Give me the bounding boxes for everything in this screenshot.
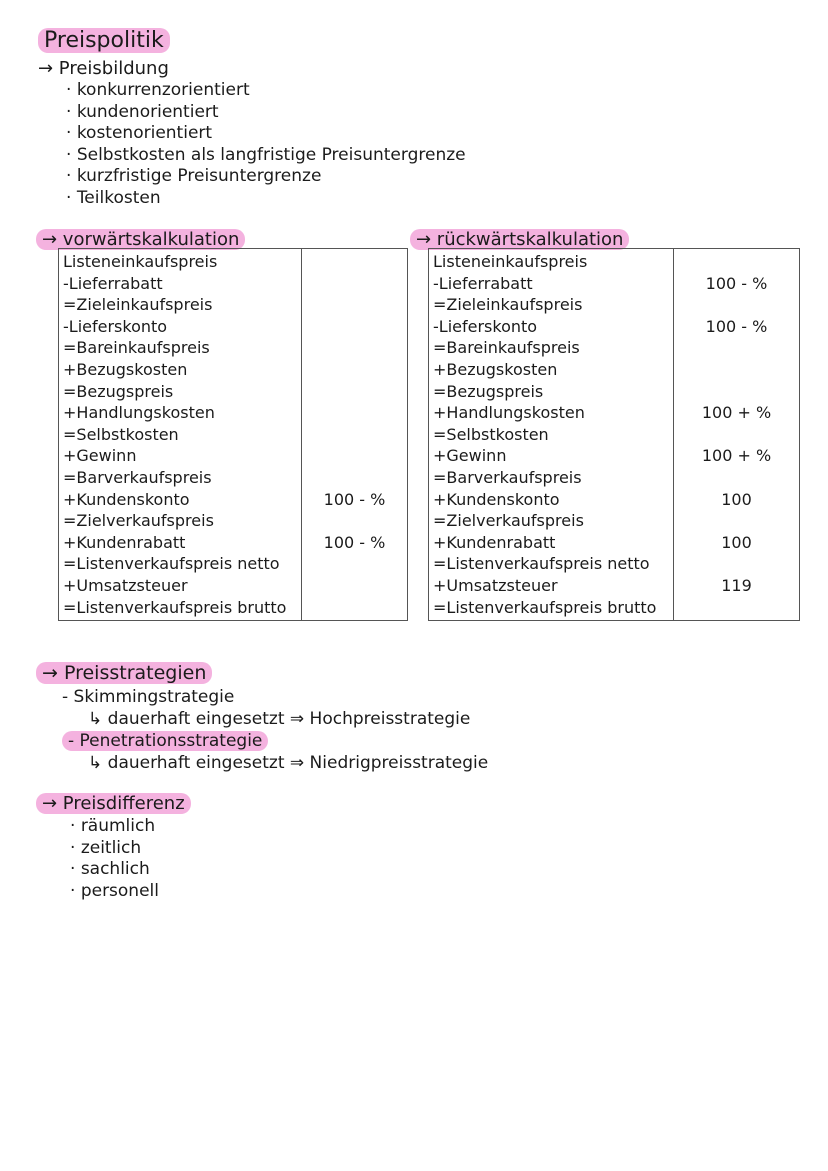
table-row: +Kundenrabatt <box>63 532 186 552</box>
preisstrategien-heading: → Preisstrategien <box>36 662 212 684</box>
skimming-strategy: - Skimmingstrategie <box>62 687 235 707</box>
table-cell <box>306 510 403 532</box>
table-row: +Kundenskonto <box>433 489 560 509</box>
table-cell <box>678 424 795 446</box>
table-cell: 100 - % <box>323 489 386 509</box>
penetration-detail: ↳ dauerhaft eingesetzt ⇒ Niedrigpreisstrategie <box>88 753 489 773</box>
table-row: =Zielverkaufspreis <box>433 511 584 531</box>
rueckwaerts-heading: → rückwärtskalkulation <box>410 229 629 251</box>
table-cell <box>306 273 403 295</box>
table-row: =Listenverkaufspreis brutto <box>433 597 657 617</box>
table-row: +Handlungskosten <box>63 403 215 423</box>
table-row: =Barverkaufspreis <box>63 467 212 487</box>
preisdifferenz-list <box>70 816 159 902</box>
table-cell: 119 <box>721 575 752 595</box>
table-cell <box>678 467 795 489</box>
preisbildung-heading: → Preisbildung <box>38 58 169 79</box>
table-cell <box>678 381 795 403</box>
table-row: =Zieleinkaufspreis <box>63 295 213 315</box>
table-row: =Listenverkaufspreis brutto <box>63 597 287 617</box>
table-row: +Kundenrabatt <box>433 532 556 552</box>
vorwaerts-heading: → vorwärtskalkulation <box>36 229 245 251</box>
table-row: -Lieferskonto <box>63 316 168 336</box>
table-row: Listeneinkaufspreis <box>433 252 588 271</box>
table-row: =Bezugspreis <box>63 381 174 401</box>
table-cell: 100 + % <box>701 446 772 466</box>
table-row: Listeneinkaufspreis <box>63 252 218 271</box>
table-cell: 100 <box>721 532 752 552</box>
table-cell <box>678 294 795 316</box>
table-cell <box>306 597 403 619</box>
table-row: =Zielverkaufspreis <box>63 511 214 531</box>
table-row: =Listenverkaufspreis netto <box>433 554 650 574</box>
table-cell <box>306 467 403 489</box>
table-cell <box>306 337 403 359</box>
table-cell: 100 - % <box>705 316 768 336</box>
table-cell <box>678 510 795 532</box>
table-row: +Handlungskosten <box>433 403 585 423</box>
table-row: =Selbstkosten <box>63 424 179 444</box>
list-item: · Selbstkosten als langfristige Preisuntergrenze <box>66 145 466 167</box>
penetration-strategy: - Penetrationsstrategie <box>62 730 268 752</box>
table-row: =Bareinkaufspreis <box>63 338 210 358</box>
table-cell <box>306 251 403 273</box>
list-item: · personell <box>70 881 159 903</box>
vorwaerts-table <box>58 248 408 621</box>
table-cell <box>306 359 403 381</box>
table-row: +Bezugskosten <box>433 359 558 379</box>
rueckwaerts-rows <box>433 251 669 618</box>
table-row: =Bareinkaufspreis <box>433 338 580 358</box>
list-item: · Teilkosten <box>66 188 466 210</box>
table-cell <box>306 294 403 316</box>
table-row: +Umsatzsteuer <box>63 575 188 595</box>
table-cell <box>678 597 795 619</box>
list-item: · kurzfristige Preisuntergrenze <box>66 166 466 188</box>
table-cell <box>678 553 795 575</box>
table-row: +Gewinn <box>433 446 507 466</box>
vorwaerts-values <box>306 251 403 618</box>
table-cell: 100 - % <box>705 273 768 293</box>
table-cell <box>678 359 795 381</box>
skimming-detail: ↳ dauerhaft eingesetzt ⇒ Hochpreisstrategie <box>88 709 471 729</box>
rueckwaerts-table <box>428 248 800 621</box>
table-cell <box>306 402 403 424</box>
preisbildung-list <box>66 80 466 209</box>
table-row: +Bezugskosten <box>63 359 188 379</box>
list-item: · kostenorientiert <box>66 123 466 145</box>
table-cell: 100 + % <box>701 403 772 423</box>
page-title: Preispolitik <box>38 26 170 56</box>
table-row: -Lieferrabatt <box>63 273 163 293</box>
table-row: +Umsatzsteuer <box>433 575 558 595</box>
table-cell <box>306 381 403 403</box>
table-cell <box>306 316 403 338</box>
table-cell: 100 - % <box>323 532 386 552</box>
table-cell <box>678 337 795 359</box>
list-item: · kundenorientiert <box>66 102 466 124</box>
list-item: · räumlich <box>70 816 159 838</box>
table-cell <box>306 575 403 597</box>
vorwaerts-rows <box>63 251 297 618</box>
table-cell <box>306 445 403 467</box>
rueckwaerts-values <box>678 251 795 618</box>
table-cell: 100 <box>721 489 752 509</box>
table-row: =Bezugspreis <box>433 381 544 401</box>
table-cell <box>678 251 795 273</box>
table-row: =Zieleinkaufspreis <box>433 295 583 315</box>
table-row: +Gewinn <box>63 446 137 466</box>
list-item: · zeitlich <box>70 838 159 860</box>
list-item: · sachlich <box>70 859 159 881</box>
table-row: -Lieferskonto <box>433 316 538 336</box>
table-cell <box>306 553 403 575</box>
table-cell <box>306 424 403 446</box>
table-row: =Selbstkosten <box>433 424 549 444</box>
table-row: =Barverkaufspreis <box>433 467 582 487</box>
table-row: =Listenverkaufspreis netto <box>63 554 280 574</box>
preisdifferenz-heading: → Preisdifferenz <box>36 793 191 815</box>
table-row: -Lieferrabatt <box>433 273 533 293</box>
list-item: · konkurrenzorientiert <box>66 80 466 102</box>
table-row: +Kundenskonto <box>63 489 190 509</box>
